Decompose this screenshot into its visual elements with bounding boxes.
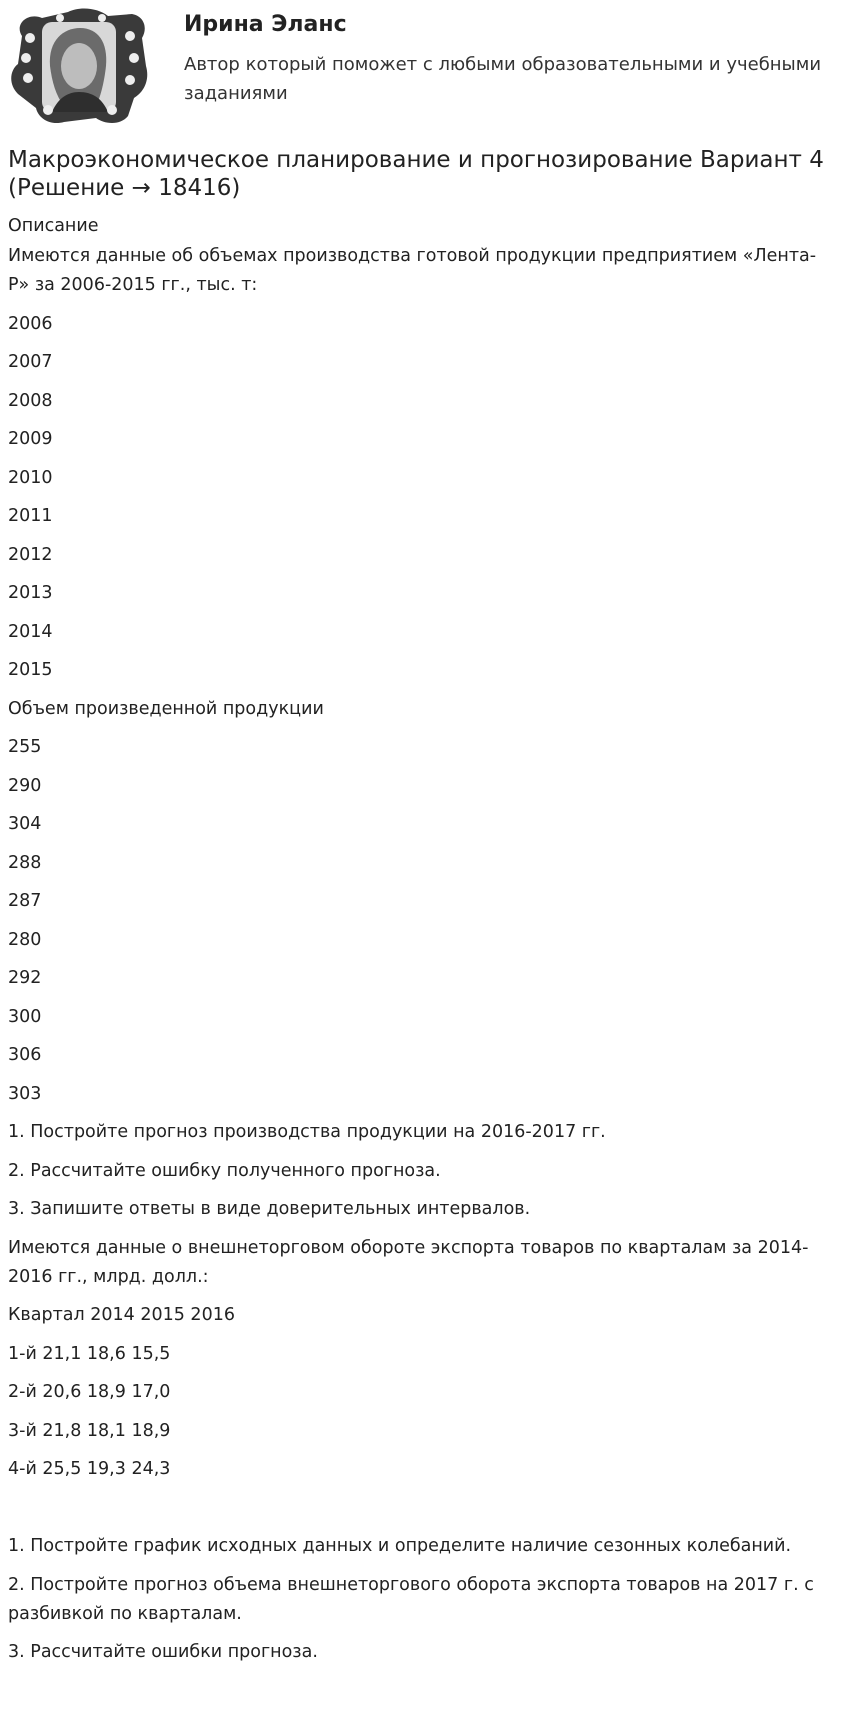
author-description: Автор который поможет с любыми образовательными и учебными заданиями bbox=[184, 54, 822, 104]
page-title: Макроэкономическое планирование и прогнозирование Вариант 4 (Решение → 18416) bbox=[8, 147, 824, 201]
description-paragraph: 306 bbox=[8, 1045, 42, 1065]
avatar-image bbox=[8, 6, 148, 126]
description-paragraph: 2010 bbox=[8, 467, 53, 488]
description-paragraph: 1. Постройте график исходных данных и определите наличие сезонных колебаний. bbox=[8, 1536, 792, 1556]
description-paragraph: 290 bbox=[8, 775, 42, 796]
description-paragraph: 2006 bbox=[8, 313, 53, 334]
description-paragraph: 2009 bbox=[8, 429, 53, 449]
description-paragraph: 2014 bbox=[8, 621, 53, 642]
description-paragraph: 3-й 21,8 18,1 18,9 bbox=[8, 1420, 171, 1441]
description-label: Описание bbox=[8, 216, 99, 236]
description-paragraph: 300 bbox=[8, 1006, 42, 1027]
description-body bbox=[8, 242, 833, 1677]
description-paragraph: 2015 bbox=[8, 660, 53, 680]
description-paragraph: 303 bbox=[8, 1083, 42, 1104]
description-paragraph bbox=[8, 1494, 833, 1523]
description-paragraph: 292 bbox=[8, 968, 42, 988]
description-paragraph: 1. Постройте прогноз производства продукции на 2016-2017 гг. bbox=[8, 1122, 606, 1142]
description-paragraph: 4-й 25,5 19,3 24,3 bbox=[8, 1459, 171, 1479]
description-paragraph: Квартал 2014 2015 2016 bbox=[8, 1305, 235, 1325]
description-paragraph: 288 bbox=[8, 852, 42, 873]
description-paragraph: 255 bbox=[8, 737, 42, 757]
author-card bbox=[0, 0, 847, 135]
description-paragraph: Имеются данные о внешнеторговом обороте экспорта товаров по кварталам за 2014-2016 гг., млрд. долл.: bbox=[8, 1237, 809, 1287]
description-paragraph: 2-й 20,6 18,9 17,0 bbox=[8, 1382, 171, 1402]
author-name[interactable]: Ирина Эланс bbox=[184, 12, 347, 37]
description-paragraph: 280 bbox=[8, 929, 42, 950]
description-paragraph: 304 bbox=[8, 814, 42, 834]
description-paragraph: 2012 bbox=[8, 544, 53, 565]
author-avatar[interactable] bbox=[8, 6, 148, 126]
description-paragraph: 3. Рассчитайте ошибки прогноза. bbox=[8, 1642, 318, 1662]
description-paragraph: 2008 bbox=[8, 390, 53, 411]
description-paragraph: 1-й 21,1 18,6 15,5 bbox=[8, 1343, 171, 1364]
description-paragraph: 2. Рассчитайте ошибку полученного прогноза. bbox=[8, 1160, 441, 1181]
description-paragraph: 2013 bbox=[8, 583, 53, 603]
description-paragraph: 2007 bbox=[8, 352, 53, 372]
description-paragraph: Имеются данные об объемах производства готовой продукции предприятием «Лента-Р» за 2006-2015 гг., тыс. т: bbox=[8, 246, 817, 295]
description-paragraph: 287 bbox=[8, 891, 42, 911]
description-paragraph: 2011 bbox=[8, 506, 53, 526]
description-paragraph: 2. Постройте прогноз объема внешнеторгового оборота экспорта товаров на 2017 г. с разбивкой по кварталам. bbox=[8, 1574, 814, 1624]
description-paragraph: Объем произведенной продукции bbox=[8, 698, 324, 719]
description-paragraph: 3. Запишите ответы в виде доверительных интервалов. bbox=[8, 1199, 531, 1219]
